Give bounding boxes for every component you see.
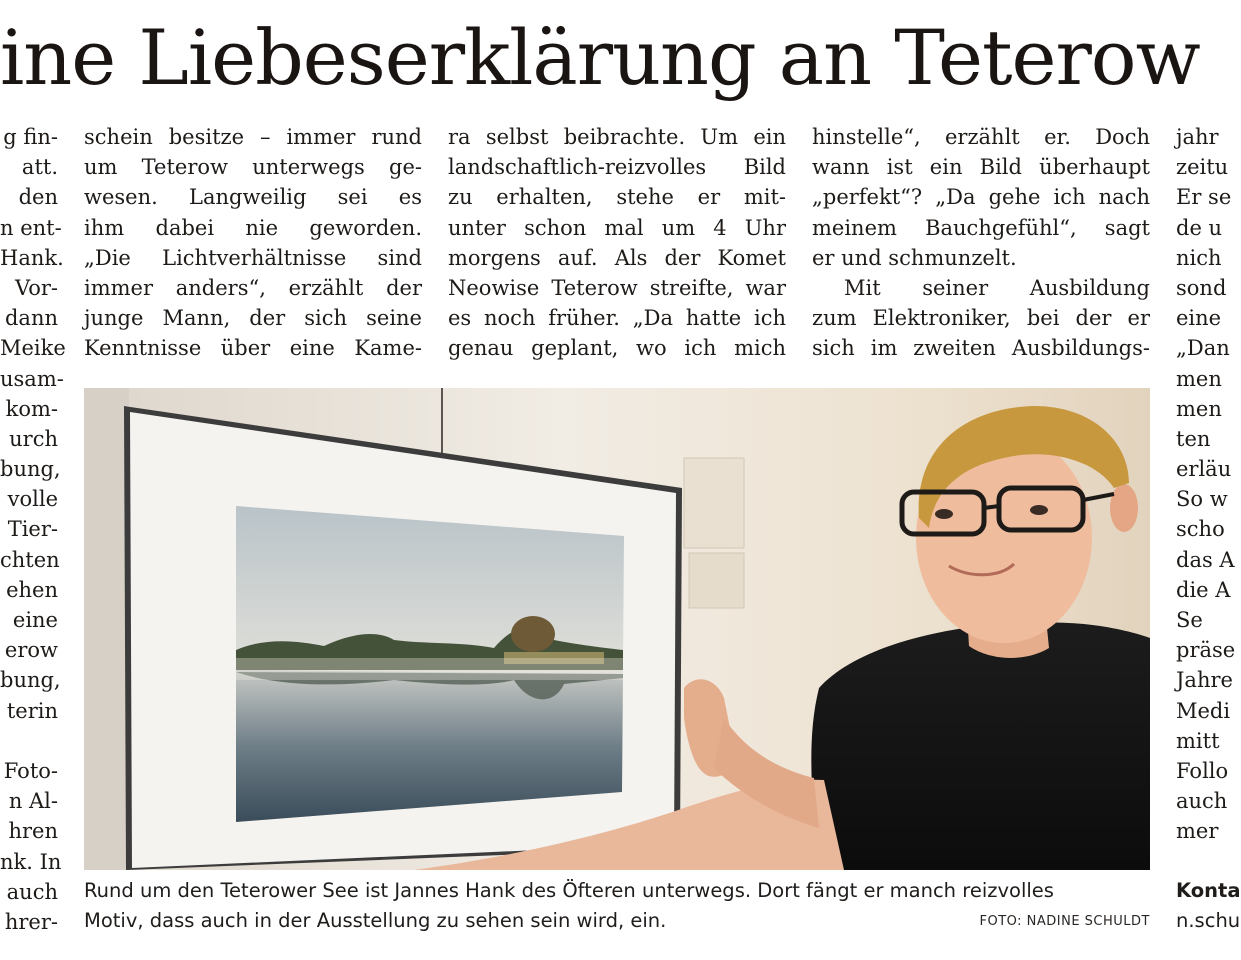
text-line: zu erhalten, stehe er mit- [448, 185, 786, 210]
text-line: landschaftlich-reizvolles Bild [448, 155, 786, 180]
text-line: jahr [1176, 125, 1219, 149]
contact-label: Konta [1176, 879, 1241, 902]
text-line: Medi [1176, 698, 1231, 723]
text-line: chten [0, 547, 60, 572]
text-line: scho [1176, 517, 1225, 542]
text-line: att. [21, 155, 58, 180]
text-line: junge Mann, der sich seine [84, 306, 422, 331]
text-line: ihm dabei nie geworden. [84, 215, 422, 240]
text-line: präse [1176, 638, 1236, 663]
caption-line-2: Motiv, dass auch in der Ausstellung zu sehen sein wird, ein. [84, 909, 667, 932]
text-line: sond [1176, 275, 1227, 300]
text-column-right-cut [1176, 122, 1236, 844]
text-line: n ent- [0, 215, 62, 240]
text-line: eine [1176, 306, 1222, 331]
text-line: immer anders“, erzählt der [84, 275, 422, 300]
article-photo [84, 388, 1150, 870]
text-line: „perfekt“? „Da gehe ich nach [812, 185, 1150, 210]
text-line: terin [6, 698, 58, 723]
text-line: Jahre [1176, 668, 1233, 693]
text-line: Kenntnisse über eine Kame- [84, 336, 422, 361]
text-line: Se [1176, 608, 1203, 632]
text-line: Tier- [7, 517, 58, 542]
text-line: usam- [0, 366, 64, 391]
text-line: nich [1176, 245, 1222, 270]
text-line: g fin- [3, 125, 58, 149]
text-line: „Dan [1176, 336, 1230, 361]
text-line: ehen [6, 577, 58, 602]
text-line: n Al- [8, 789, 58, 814]
text-line: genau geplant, wo ich mich [448, 336, 786, 361]
text-line: Hank. [0, 245, 64, 270]
caption-line-1: Rund um den Teterower See ist Jannes Hank des Öfteren unterwegs. Dort fängt er manch reizvolles [84, 879, 1054, 902]
text-line: hren [8, 819, 58, 844]
text-column-left-cut [0, 122, 66, 934]
text-line: wesen. Langweilig sei es [84, 185, 422, 210]
text-line: hinstelle“, erzählt er. Doch [812, 125, 1150, 149]
text-line: men [1176, 366, 1222, 391]
text-line: meinem Bauchgefühl“, sagt [812, 215, 1150, 240]
article-headline: ine Liebeserklärung an Teterow [0, 13, 1200, 102]
text-line: mitt [1176, 728, 1220, 753]
text-line: den [18, 185, 58, 210]
text-line: mer [1176, 819, 1219, 844]
text-line: men [1176, 396, 1222, 421]
text-column-3 [812, 122, 1150, 372]
text-line: unter schon mal um 4 Uhr [448, 215, 786, 240]
text-line: So w [1176, 487, 1228, 512]
text-line: erow [4, 638, 58, 663]
text-line: Vor- [14, 275, 58, 300]
text-line: Foto- [3, 758, 58, 783]
text-line: Follo [1176, 758, 1229, 783]
text-line: Meike [0, 336, 66, 361]
text-line: de u [1176, 215, 1223, 240]
text-line: bung, [0, 668, 61, 693]
text-line: sich im zweiten Ausbildungs- [812, 336, 1150, 361]
contact-email[interactable]: n.schu [1176, 909, 1241, 932]
text-line: Neowise Teterow streifte, war [448, 275, 786, 300]
text-line: dann [4, 306, 58, 331]
text-line: nk. In [0, 849, 62, 874]
text-line: volle [7, 487, 58, 512]
text-line: zeitu [1176, 155, 1229, 180]
text-line: auch [1176, 789, 1228, 814]
text-line: bung, [0, 457, 61, 482]
text-line: hrer- [4, 909, 58, 934]
text-line: das A [1176, 547, 1235, 572]
text-line: wann ist ein Bild überhaupt [812, 155, 1150, 180]
text-line: kom- [5, 396, 58, 421]
text-line: zum Elektroniker, bei der er [812, 306, 1150, 331]
text-line: die A [1176, 577, 1231, 602]
text-line: morgens auf. Als der Komet [448, 245, 786, 270]
text-line: schein besitze – immer rund [84, 125, 422, 149]
text-column-2 [448, 122, 786, 372]
photo-credit: FOTO: NADINE SCHULDT [979, 914, 1150, 929]
text-line [0, 726, 58, 756]
text-line: urch [9, 426, 58, 451]
text-line: auch [6, 879, 58, 904]
text-line: „Die Lichtverhältnisse sind [84, 245, 422, 270]
text-line: eine [12, 608, 58, 632]
contact-box [1176, 876, 1241, 936]
text-line: Er se [1176, 185, 1232, 210]
text-column-1 [84, 122, 422, 372]
text-line: es noch früher. „Da hatte ich [448, 306, 786, 331]
text-line: um Teterow unterwegs ge- [84, 155, 422, 180]
text-line: ra selbst beibrachte. Um ein [448, 125, 786, 149]
text-line: ten [1176, 426, 1211, 451]
text-line: er und schmunzelt. [812, 245, 1017, 270]
text-line: Mit seiner Ausbildung [844, 275, 1150, 300]
text-line: erläu [1176, 457, 1232, 482]
